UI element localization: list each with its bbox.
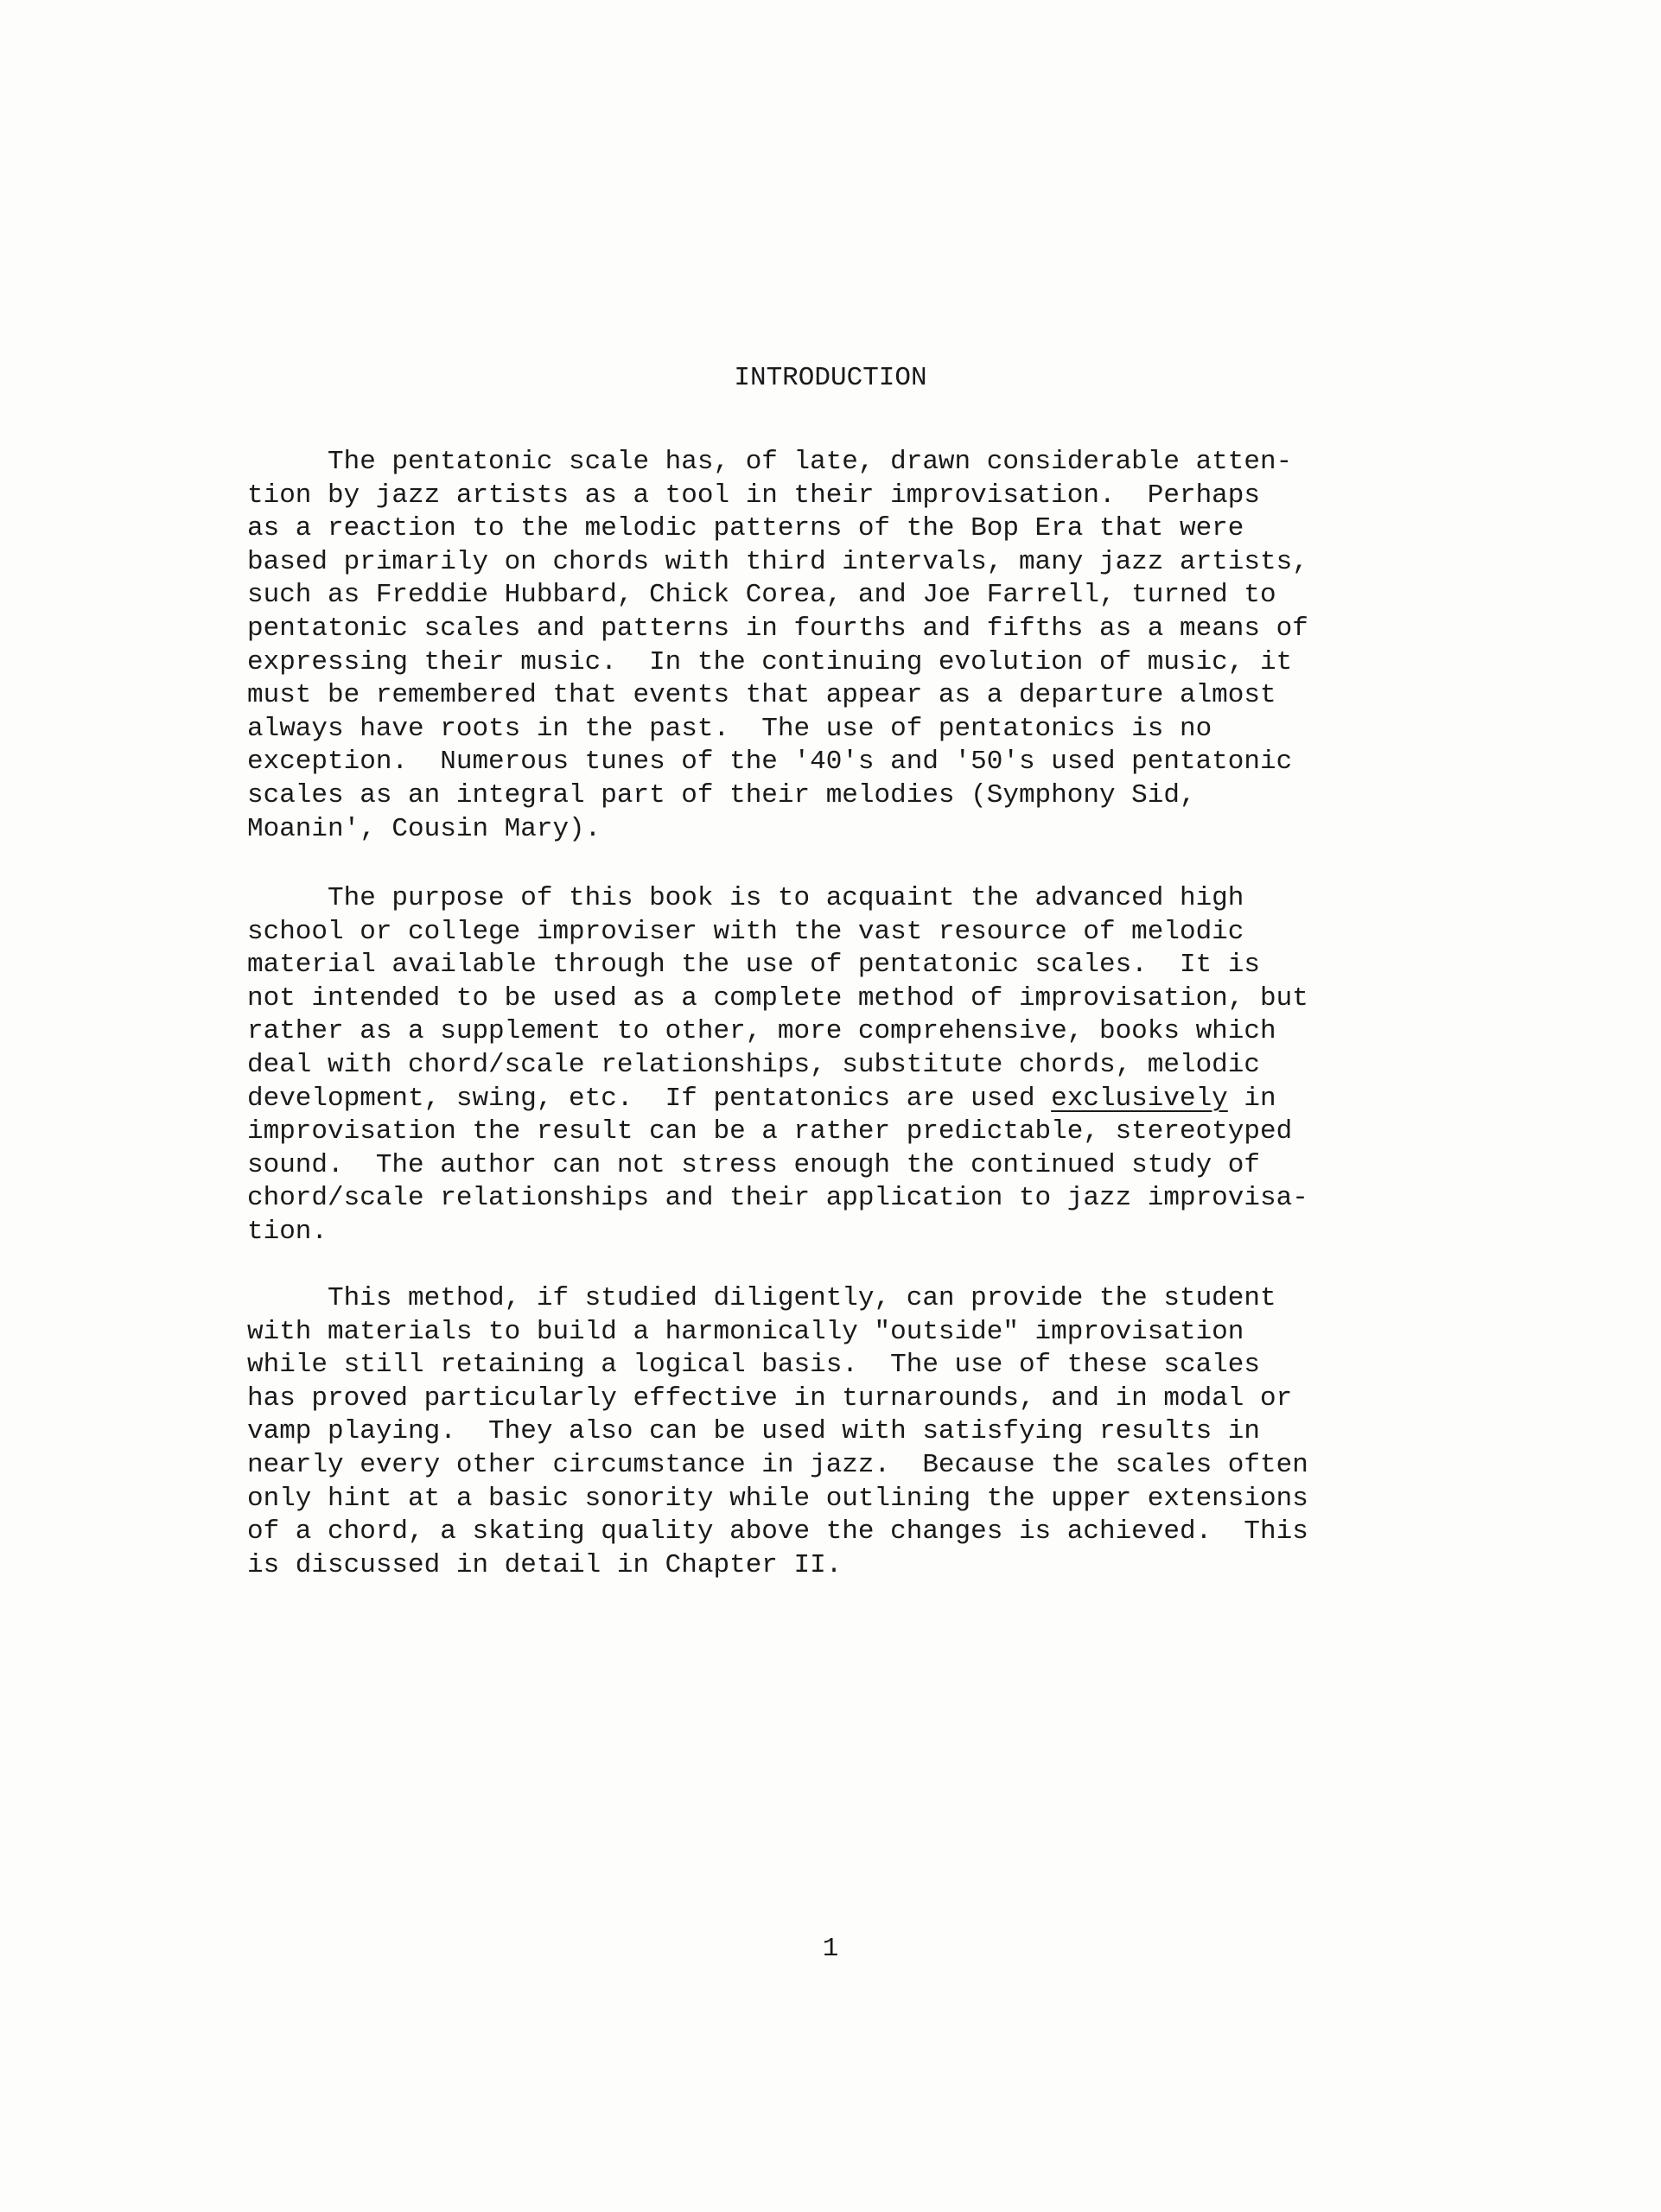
paragraph-line: The purpose of this book is to acquaint the advanced high [247, 883, 1244, 913]
paragraph-line: sound. The author can not stress enough the continued study of [247, 1149, 1260, 1180]
paragraph-line: improvisation the result can be a rather predictable, stereotyped [247, 1116, 1293, 1147]
paragraph-line: with materials to build a harmonically "outside" improvisation [247, 1316, 1244, 1347]
paragraph-line: must be remembered that events that appear as a departure almost [247, 680, 1276, 711]
paragraph-line: nearly every other circumstance in jazz. Because the scales often [247, 1449, 1308, 1480]
paragraph-line: This method, if studied diligently, can provide the student [247, 1283, 1276, 1313]
paragraph-line: Moanin', Cousin Mary). [247, 813, 601, 844]
paragraph-line: scales as an integral part of their melodies (Symphony Sid, [247, 779, 1196, 810]
paragraph-line: has proved particularly effective in turnarounds, and in modal or [247, 1382, 1293, 1414]
paragraph-line: only hint at a basic sonority while outlining the upper extensions [247, 1483, 1308, 1514]
page-number: 1 [822, 1934, 839, 1964]
paragraph-line: of a chord, a skating quality above the changes is achieved. This [247, 1516, 1308, 1548]
paragraph-3 [247, 1282, 1405, 1582]
line-text-before-emphasis: development, swing, etc. If pentatonics are used [247, 1083, 1052, 1114]
paragraph-line: as a reaction to the melodic patterns of the Bop Era that were [247, 513, 1244, 544]
paragraph-line: rather as a supplement to other, more comprehensive, books which [247, 1016, 1276, 1047]
paragraph-line: material available through the use of pentatonic scales. It is [247, 950, 1260, 981]
paragraph-line: based primarily on chords with third intervals, many jazz artists, [247, 546, 1308, 577]
paragraph-line: tion by jazz artists as a tool in their improvisation. Perhaps [247, 480, 1260, 511]
underlined-word: exclusively [1051, 1083, 1228, 1114]
paragraph-line: while still retaining a logical basis. The use of these scales [247, 1350, 1260, 1381]
paragraph-line: such as Freddie Hubbard, Chick Corea, and Joe Farrell, turned to [247, 580, 1276, 611]
paragraph-line: deal with chord/scale relationships, substitute chords, melodic [247, 1049, 1260, 1080]
line-text-after-emphasis: in [1227, 1083, 1276, 1114]
paragraph-line: chord/scale relationships and their application to jazz improvisa- [247, 1183, 1308, 1214]
paragraph-line: exception. Numerous tunes of the '40's and '50's used pentatonic [247, 747, 1293, 778]
paragraph-line: tion. [247, 1216, 328, 1247]
paragraph-line: is discussed in detail in Chapter II. [247, 1549, 843, 1580]
paragraph-line: expressing their music. In the continuing evolution of music, it [247, 646, 1293, 677]
paragraph-2 [247, 882, 1405, 1249]
paragraph-line: vamp playing. They also can be used with satisfying results in [247, 1416, 1260, 1447]
paragraph-line: pentatonic scales and patterns in fourths and fifths as a means of [247, 613, 1308, 644]
paragraph-line: always have roots in the past. The use of pentatonics is no [247, 713, 1212, 744]
page-heading: INTRODUCTION [734, 363, 927, 393]
paragraph-line: not intended to be used as a complete method of improvisation, but [247, 982, 1308, 1014]
paragraph-line: The pentatonic scale has, of late, drawn considerable atten- [247, 447, 1293, 477]
paragraph-1 [247, 446, 1405, 846]
paragraph-line: school or college improviser with the vast resource of melodic [247, 916, 1244, 947]
paragraph-line-with-emphasis [247, 1083, 1405, 1116]
